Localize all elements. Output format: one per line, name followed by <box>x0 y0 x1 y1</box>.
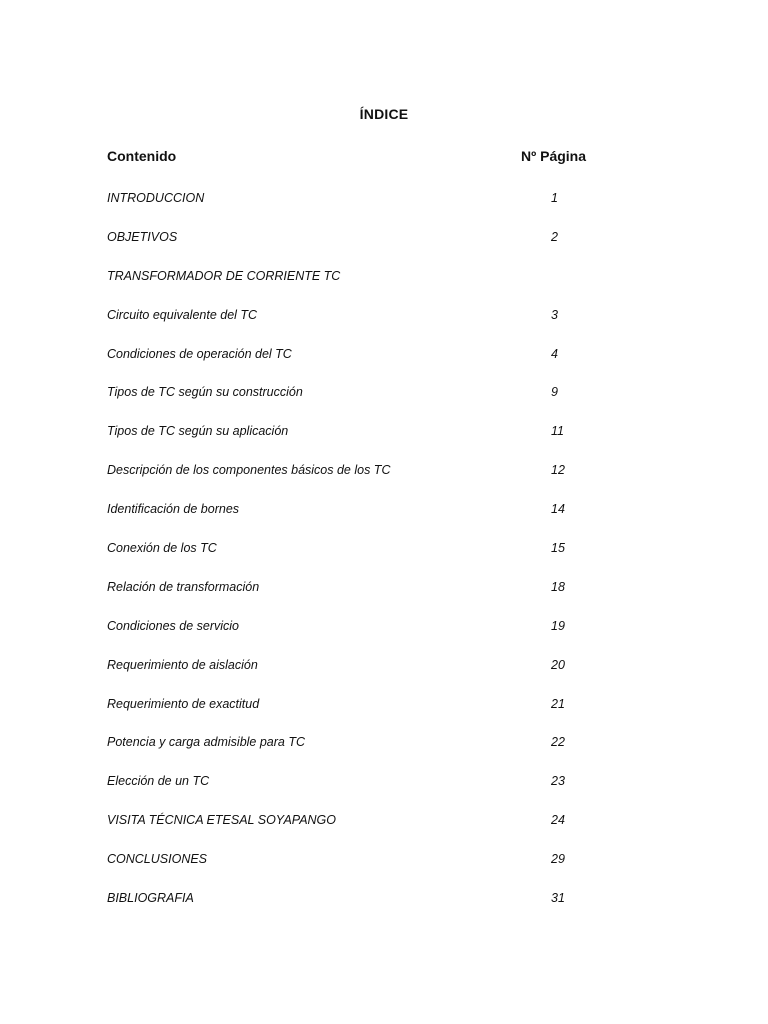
toc-entry-title: Conexión de los TC <box>107 541 217 556</box>
toc-entry-page: 14 <box>551 502 565 517</box>
toc-entry <box>107 229 627 268</box>
toc-entry <box>107 890 627 929</box>
toc-entry <box>107 773 627 812</box>
toc-entry-title: Requerimiento de exactitud <box>107 696 260 711</box>
toc-entry-title: Requerimiento de aislación <box>107 657 258 672</box>
toc-entry-title: Tipos de TC según su aplicación <box>107 424 289 439</box>
toc-entry-page: 15 <box>551 541 565 556</box>
toc-entry-page: 22 <box>551 735 565 750</box>
toc-entry-title: VISITA TÉCNICA ETESAL SOYAPANGO <box>107 813 336 828</box>
toc-entry-title: BIBLIOGRAFIA <box>107 891 194 906</box>
toc-entry-page: 18 <box>551 579 565 594</box>
document-title: ÍNDICE <box>359 106 409 122</box>
toc-entry <box>107 540 627 579</box>
toc-entry-title: Condiciones de servicio <box>107 618 240 633</box>
toc-entry-title: OBJETIVOS <box>107 229 178 244</box>
toc-entry-title: Identificación de bornes <box>107 502 240 517</box>
toc-entry <box>107 734 627 773</box>
toc-entry-page: 4 <box>551 346 558 361</box>
toc-entry-page: 31 <box>551 891 565 906</box>
toc-entry-page: 20 <box>551 657 565 672</box>
toc-entry <box>107 423 627 462</box>
toc-entry-title: Circuito equivalente del TC <box>107 307 258 322</box>
toc-entry <box>107 696 627 735</box>
toc-entry-title: Elección de un TC <box>107 774 210 789</box>
toc-entry <box>107 346 627 385</box>
toc-list <box>107 190 627 929</box>
toc-entry <box>107 462 627 501</box>
toc-entry-page: 1 <box>551 191 558 205</box>
toc-entry <box>107 579 627 618</box>
toc-entry <box>107 307 627 346</box>
toc-entry <box>107 268 627 307</box>
toc-entry-title: Tipos de TC según su construcción <box>107 385 303 400</box>
toc-entry-page: 29 <box>551 852 565 867</box>
toc-entry-page: 19 <box>551 618 565 633</box>
toc-entry <box>107 812 627 851</box>
toc-entry-page: 21 <box>551 696 565 711</box>
toc-entry-title: TRANSFORMADOR DE CORRIENTE TC <box>107 268 341 283</box>
toc-entry-page: 3 <box>551 307 558 322</box>
toc-entry-title: Condiciones de operación del TC <box>107 346 292 361</box>
toc-entry <box>107 657 627 696</box>
page-column-header: Nº Página <box>521 148 587 164</box>
toc-entry-title: CONCLUSIONES <box>107 852 208 867</box>
toc-entry <box>107 190 627 229</box>
toc-entry-title: Potencia y carga admisible para TC <box>107 735 306 750</box>
toc-entry-page: 12 <box>551 463 565 478</box>
toc-entry-title: Relación de transformación <box>107 579 260 594</box>
toc-entry-page: 23 <box>551 774 565 789</box>
toc-entry-page: 9 <box>551 385 558 400</box>
toc-entry <box>107 384 627 423</box>
toc-entry-title: Descripción de los componentes básicos de los TC <box>107 463 391 478</box>
content-column-header: Contenido <box>107 148 177 164</box>
toc-entry-page: 11 <box>551 424 564 439</box>
toc-entry <box>107 501 627 540</box>
toc-entry-page: 24 <box>551 813 565 828</box>
toc-entry <box>107 851 627 890</box>
toc-entry <box>107 618 627 657</box>
toc-header-row <box>107 148 627 168</box>
toc-entry-page: 2 <box>551 229 558 244</box>
toc-entry-title: INTRODUCCION <box>107 191 205 205</box>
